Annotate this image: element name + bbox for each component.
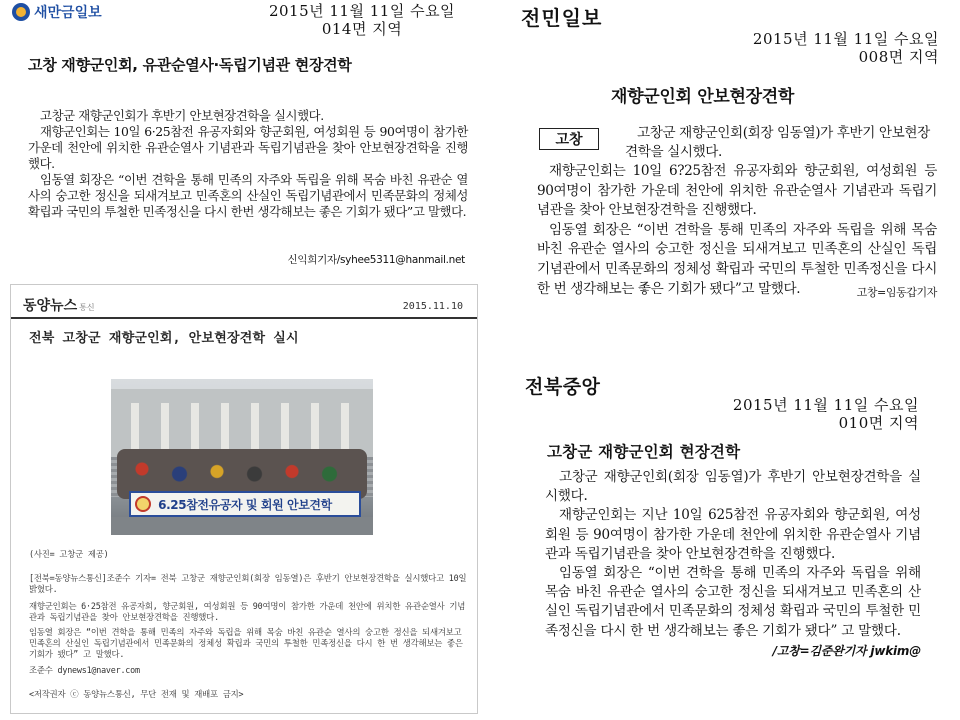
dongyang-paragraph: [전북=동양뉴스통신]조준수 기자= 전북 고창군 재향군인회(회장 임동열)은 후반기 안보현장견학을 실시했다고 10일 밝혔다. [29,573,467,594]
saemangeum-paragraph: 재향군인회는 10일 6·25참전 유공자회와 향군회원, 여성회원 등 90여명이 참가한 가운데 천안에 위치한 유관순열사 기념관과 독립기념관을 찾아 안보현장견학을 진행했다. [28,124,468,171]
clipping-dongyang [10,284,478,714]
dongyang-signature: 조준수 dynews1@naver.com [29,665,140,675]
jeonmin-byline: 고창=임동갑기자 [856,285,937,299]
jeonmin-dateline [753,30,939,66]
clipping-jeonbuk [515,370,945,715]
saemangeum-byline: 신익희기자/syhee5311@hanmail.net [287,254,465,266]
dongyang-paragraph: 재향군인회는 6·25참전 유공자회, 향군회원, 여성회원 등 90여명이 참가한 가운데 천안에 위치한 유관순열사 기념관과 독립기념관을 찾아 안보현장견학을 진행했다. [29,601,466,622]
jeonbuk-date: 2015년 11월 11일 수요일 [732,396,919,414]
dongyang-paragraph: 임동열 회장은 “이번 견학을 통해 민족의 자주와 독립을 위해 목숨 바친 유관순 열사의 숭고한 정신을 되새겨보고 민족혼의 산실인 독립기념관에서 민족문화의 정체성 확립과 국민의 투철한 민족정신을 다시 한 번 생각해보는 좋은 기회가 됐다” 고 말했다. [29,627,463,659]
jeonmin-masthead: 전민일보 [521,6,603,30]
jeonmin-date: 2015년 11월 11일 수요일 [752,30,939,48]
jeonbuk-paragraph [545,564,921,658]
jeonbuk-paragraph-text: 임동열 회장은 “이번 견학을 통해 민족의 자주와 독립을 위해 목숨 바친 유관순 열사의 숭고한 정신을 되새겨보고 민족혼의 산실인 독립기념관에서 민족문화의 정체성 확립과 국민의 투철한 민족정신을 다시 한 번 생각해보는 좋은 기회가 됐다” 고 말했다. [545,565,921,639]
jeonbuk-paragraph: 재향군인회는 지난 10일 625참전 유공자회와 향군회원, 여성회원 등 90여명이 참가한 가운데 천안에 위치한 유관순열사 기념관과 독립기념관을 찾아 안보현장견학을 진행했다. [545,507,921,562]
banner-seal-icon [135,496,151,512]
jeonbuk-dateline [733,396,919,432]
saemangeum-headline: 고창 재향군인회, 유관순열사·독립기념관 현장견학 [28,56,352,74]
jeonbuk-headline: 고창군 재향군인회 현장견학 [547,443,741,461]
saemangeum-paragraph: 고창군 재향군인회가 후반기 안보현장견학을 실시했다. [40,108,324,123]
photo-ground [111,517,373,535]
clipping-jeonmin [515,0,945,360]
dongyang-caption: (사진= 고창군 제공) [29,549,109,559]
jeonmin-paragraph: 재향군인회는 10일 6?25참전 유공자회와 향군회원, 여성회원 등 90여명이 참가한 가운데 천안에 위치한 유관순열사 기념관과 독립기념관을 찾아 안보현장견학을 진행했다. [537,163,937,219]
jeonbuk-page: 010면 지역 [838,414,919,432]
jeonbuk-article-body [545,468,921,661]
dongyang-logo-text: 동양뉴스 [23,298,78,314]
jeonbuk-masthead: 전북중앙 [525,376,601,398]
dongyang-headline: 전북 고창군 재향군인회, 안보현장견학 실시 [29,331,299,346]
saemangeum-dateline [242,2,475,38]
dongyang-date: 2015.11.10 [402,301,463,312]
saemangeum-logo [12,2,102,22]
jeonmin-paragraph-text: 임동열 회장은 “이번 견학을 통해 민족의 자주와 독립을 위해 목숨 바친 유관순 열사의 숭고한 정신을 되새겨보고 민족혼의 산실인 독립기념관에서 민족문화의 정체성 확립과 국민의 투철한 민족정신을 다시 한 번 생각해보는 좋은 기회가 됐다”고 말했다. [537,221,937,297]
saemangeum-date: 2015년 11월 11일 수요일 [268,2,456,20]
clipping-saemangeum [10,0,475,272]
jeonmin-page: 008면 지역 [858,48,939,66]
dongyang-group-photo [111,379,373,535]
jeonmin-article-body [537,162,937,302]
dongyang-masthead [11,285,477,319]
jeonmin-headline: 재향군인회 안보현장견학 [611,87,794,107]
photo-banner-text: 6.25참전유공자 및 회원 안보견학 [158,497,332,512]
saemangeum-page: 014면 지역 [321,20,403,38]
dongyang-logo [23,295,95,315]
saemangeum-paragraph: 임동열 회장은 “이번 견학을 통해 민족의 자주와 독립을 위해 목숨 바친 유관순 열사의 숭고한 정신을 되새겨보고 민족혼의 산실인 독립기념관에서 민족문화의 정체성 확립과 국민의 투철한 민족정신을 다시 한번 생각해보는 좋은 기회가 됐다”고 말했다. [28,172,468,219]
saemangeum-logo-icon [12,3,30,21]
jeonbuk-paragraph: 고창군 재향군인회(회장 임동열)가 후반기 안보현장견학을 실시했다. [545,469,921,505]
photo-banner [129,491,361,517]
saemangeum-logo-text: 새만금일보 [34,5,102,21]
jeonbuk-byline: /고창=김준완기자 jwkim@ [772,643,921,658]
dongyang-copyright: <저작권자 ⓒ 동양뉴스통신, 무단 전재 및 재배포 금지> [29,689,244,699]
dongyang-logo-sub: 통신 [79,303,95,312]
saemangeum-article-body [28,108,468,220]
jeonmin-paragraph [537,221,937,299]
jeonmin-lead: 고창군 재향군인회(회장 임동열)가 후반기 안보현장견학을 실시했다. [625,125,930,160]
jeonmin-region-tag: 고창 [539,128,599,150]
